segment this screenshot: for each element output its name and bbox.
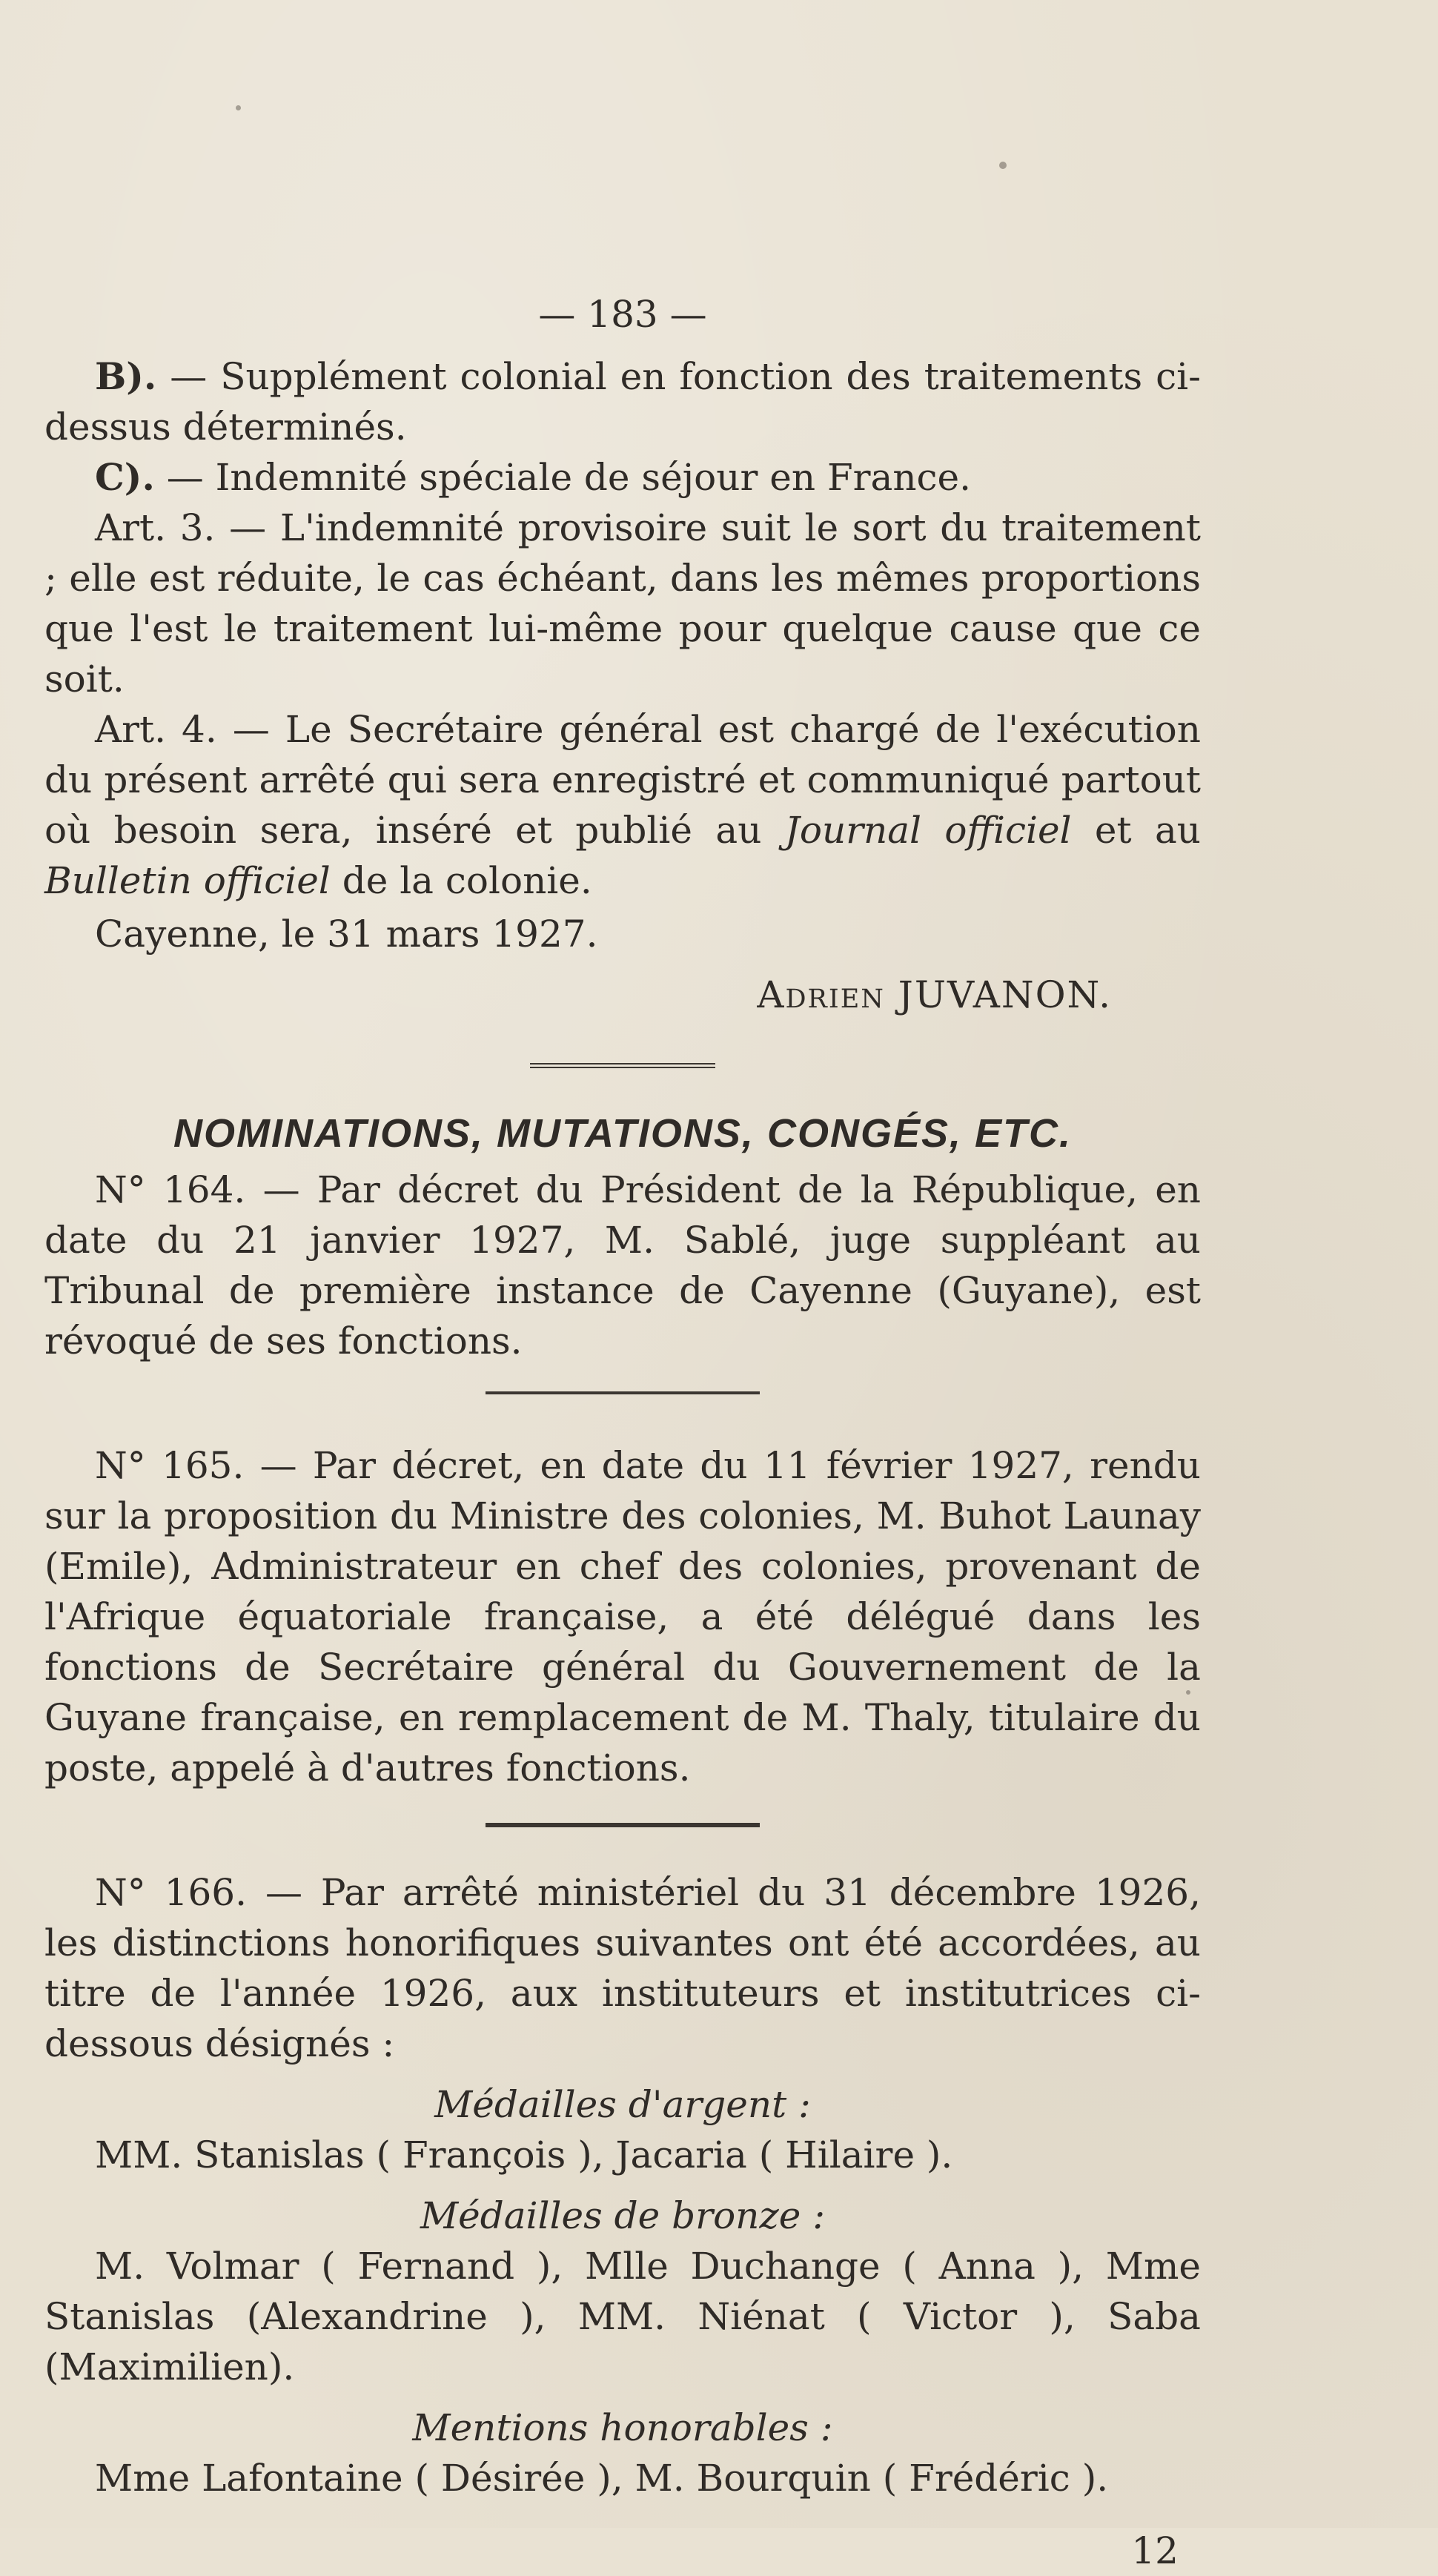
article-text: — L'indemnité provisoire suit le sort du traitement ; elle est réduite, le cas échéant, dans les mêmes proportions que l'est le traitement lui-même pour quelque cause que ce soit. bbox=[44, 506, 1201, 701]
honorable-mentions-names bbox=[44, 2453, 1201, 2503]
entry-text: — Par arrêté ministériel du 31 décembre 1926, les distinctions honorifiques suivantes ont été accordées, au titre de l'année 1926, aux instituteurs et institutrices ci-dessous désignés : bbox=[44, 1871, 1201, 2065]
article-text: — Le Secrétaire général est chargé de l'exécution du présent arrêté qui sera enregistré et communiqué partout où besoin sera, inséré et publié au bbox=[44, 708, 1201, 852]
article-text-end: de la colonie. bbox=[342, 859, 592, 902]
bronze-medals-heading-text: Médailles de bronze : bbox=[420, 2194, 826, 2237]
article-3 bbox=[44, 503, 1201, 704]
article-label: Art. 3. bbox=[95, 506, 216, 549]
silver-medals-heading bbox=[44, 2079, 1201, 2130]
silver-medals-heading-text: Médailles d'argent : bbox=[434, 2083, 811, 2126]
ink-speck bbox=[236, 105, 241, 110]
article-label: Art. 4. bbox=[95, 708, 217, 751]
honorable-mentions-heading bbox=[44, 2403, 1201, 2453]
place-date bbox=[44, 909, 1201, 959]
bulletin-officiel-title: Bulletin officiel bbox=[44, 859, 331, 902]
page-text bbox=[44, 289, 1201, 2576]
page-number bbox=[44, 289, 1201, 340]
signature-text: Adrien JUVANON. bbox=[757, 973, 1112, 1016]
item-text: — Indemnité spéciale de séjour en France. bbox=[166, 456, 972, 499]
article-text-conjunction: et au bbox=[1094, 809, 1201, 852]
item-label: C). bbox=[95, 455, 155, 499]
bronze-medals-names bbox=[44, 2241, 1201, 2392]
entry-divider bbox=[486, 1823, 760, 1827]
silver-medals-names bbox=[44, 2130, 1201, 2180]
footer-mark-text: 12 bbox=[1131, 2529, 1179, 2572]
silver-medals-names-text: MM. Stanislas ( François ), Jacaria ( Hilaire ). bbox=[95, 2133, 953, 2176]
page-number-text: — 183 — bbox=[538, 293, 707, 336]
entry-text: — Par décret, en date du 11 février 1927, rendu sur la proposition du Ministre des colonies, M. Buhot Launay (Emile), Administrateur en chef des colonies, provenant de l'Afrique équatoriale française, a été délégué dans les fonctions de Secrétaire général du Gouvernement de la Guyane française, en remplacement de M. Thaly, titulaire du poste, appelé à d'autres fonctions. bbox=[44, 1444, 1201, 1789]
section-divider bbox=[530, 1063, 715, 1068]
entry-166 bbox=[44, 1867, 1201, 2069]
entry-165 bbox=[44, 1440, 1201, 1793]
entry-164 bbox=[44, 1165, 1201, 1366]
footer-mark bbox=[44, 2526, 1201, 2576]
section-title bbox=[44, 1108, 1201, 1159]
entry-label: N° 164. bbox=[95, 1168, 246, 1211]
entry-divider bbox=[486, 1391, 760, 1394]
art2-item-b bbox=[44, 351, 1201, 452]
entry-label: N° 166. bbox=[95, 1871, 248, 1914]
entry-text: — Par décret du Président de la République, en date du 21 janvier 1927, M. Sablé, juge suppléant au Tribunal de première instance de Cayenne (Guyane), est révoqué de ses fonctions. bbox=[44, 1168, 1201, 1363]
honorable-mentions-names-text: Mme Lafontaine ( Désirée ), M. Bourquin ( Frédéric ). bbox=[95, 2457, 1109, 2500]
place-date-text: Cayenne, le 31 mars 1927. bbox=[95, 913, 598, 956]
entry-label: N° 165. bbox=[95, 1444, 245, 1487]
bronze-medals-names-text: M. Volmar ( Fernand ), Mlle Duchange ( Anna ), Mme Stanislas (Alexandrine ), MM. Niénat ( Victor ), Saba (Maximilien). bbox=[44, 2245, 1201, 2388]
honorable-mentions-heading-text: Mentions honorables : bbox=[412, 2406, 833, 2449]
item-text: — Supplément colonial en fonction des traitements ci-dessus déterminés. bbox=[44, 355, 1201, 448]
journal-officiel-title: Journal officiel bbox=[784, 809, 1072, 852]
art2-item-c bbox=[44, 452, 1201, 503]
item-label: B). bbox=[95, 354, 157, 398]
ink-speck bbox=[999, 162, 1007, 169]
article-4 bbox=[44, 704, 1201, 906]
section-title-text: NOMINATIONS, MUTATIONS, CONGÉS, ETC. bbox=[173, 1111, 1072, 1156]
signature bbox=[44, 970, 1201, 1020]
bronze-medals-heading bbox=[44, 2191, 1201, 2241]
